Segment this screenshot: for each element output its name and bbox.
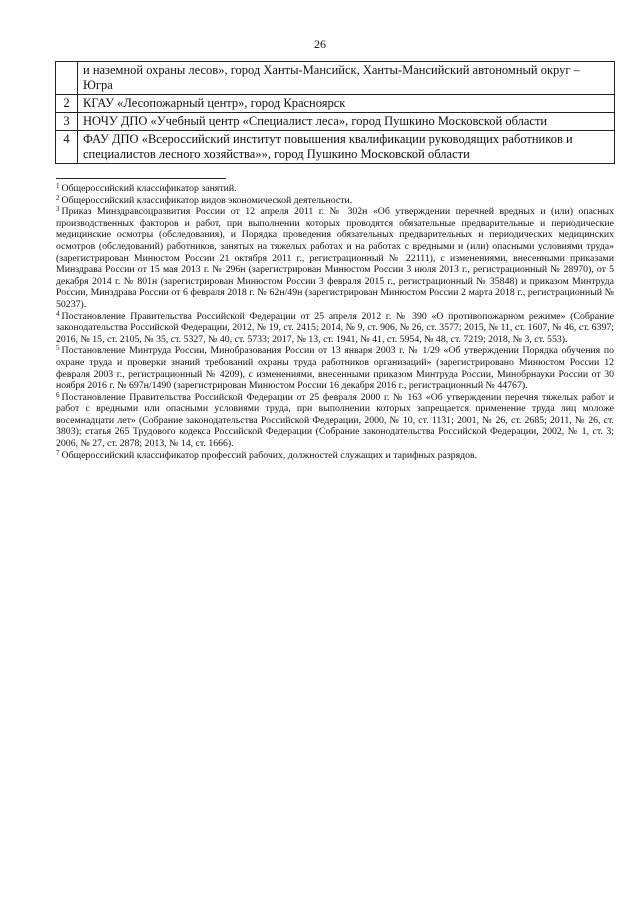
footnote-text: Общероссийский классификатор занятий.	[61, 183, 237, 194]
footnote-mark: 3	[56, 205, 60, 214]
row-number: 4	[56, 131, 78, 164]
row-number	[56, 62, 78, 95]
footnote-text: Постановление Правительства Российской Федерации от 25 февраля 2000 г. № 163 «Об утверждении перечня тяжелых работ и работ с вредными или опасными условиями труда, при выполнении которых запрещается применение труда лиц моложе восемнадцати лет» (Собрание законодательства Российской Федерации, 2000, № 10, ст. 1131; 2001, № 26, ст. 2685; 2011, № 26, ст. 3803); статья 265 Трудового кодекса Российской Федерации (Собрание законодательства Российской Федерации, 2002, № 1, ст. 3; 2006, № 27, ст. 2878; 2013, № 14, ст. 1666).	[56, 391, 614, 450]
footnote	[56, 183, 614, 195]
footnote-mark: 5	[56, 344, 60, 353]
footnotes	[56, 183, 614, 461]
footnote-text: Общероссийский классификатор видов экономической деятельности.	[61, 194, 353, 206]
footnote-mark: 2	[56, 193, 60, 202]
table-row	[56, 95, 615, 113]
footnote-divider	[56, 178, 226, 179]
organization-name: и наземной охраны лесов», город Ханты-Мансийск, Ханты-Мансийский автономный округ – Югра	[78, 62, 615, 95]
footnote	[56, 450, 614, 462]
footnote-mark: 7	[56, 448, 60, 457]
row-number: 2	[56, 95, 78, 113]
row-number: 3	[56, 113, 78, 131]
footnote-text: Общероссийский классификатор профессий рабочих, должностей служащих и тарифных разрядов.	[61, 449, 478, 461]
organization-name: НОЧУ ДПО «Учебный центр «Специалист леса», город Пушкино Московской области	[78, 113, 615, 131]
table-row	[56, 62, 615, 95]
footnote-text: Приказ Минздравсоцразвития России от 12 апреля 2011 г. № 302н «Об утверждении перечней вредных и (или) опасных производственных факторов и работ, при выполнении которых проводятся обязательные предварительные и периодические медицинские осмотры (обследования), и Порядка проведения обязательных предварительных и периодических медицинских осмотров (обследований) работников, занятых на тяжелых работах и на работах с вредными и (или) опасными условиями труда» (зарегистрирован Минюстом России 21 октября 2011 г., регистрационный № 22111), с изменениями, внесенными приказами Минздрава России от 15 мая 2013 г. № 296н (зарегистрирован Минюстом России 3 июля 2013 г., регистрационный № 28970), от 5 декабря 2014 г. № 801н (зарегистрирован Минюстом России 3 февраля 2015 г., регистрационный № 35848) и приказом Минтруда России, Минздрава России от 6 февраля 2018 г. № 62н/49н (зарегистрирован Минюстом России 2 марта 2018 г., регистрационный № 50237).	[56, 206, 614, 310]
table-row	[56, 113, 615, 131]
page-number: 26	[314, 37, 326, 51]
footnote	[56, 311, 614, 346]
organizations-table	[55, 61, 615, 164]
footnote	[56, 345, 614, 391]
footnote-text: Постановление Правительства Российской Федерации от 25 апреля 2012 г. № 390 «О противопожарном режиме» (Собрание законодательства Российской Федерации, 2012, № 19, ст. 2415; 2014, № 9, ст. 906, № 26, ст. 3577; 2015, № 11, ст. 1607, № 46, ст. 6397; 2016, № 15, ст. 2105, № 35, ст. 5327, № 40, ст. 5733; 2017, № 13, ст. 1941, № 41, ст. 5954, № 48, ст. 7219; 2018, № 3, ст. 553).	[56, 310, 614, 345]
table-row	[56, 131, 615, 164]
footnote-mark: 1	[56, 182, 60, 190]
footnote	[56, 206, 614, 310]
organization-name: ФАУ ДПО «Всероссийский институт повышения квалификации руководящих работников и специалистов лесного хозяйства»», город Пушкино Московской области	[78, 131, 615, 164]
footnote-mark: 4	[56, 309, 60, 318]
footnote-text: Постановление Минтруда России, Минобразования России от 13 января 2003 г. № 1/29 «Об утверждении Порядка обучения по охране труда и проверки знаний требований охраны труда работников организаций» (зарегистрировано Минюстом России 12 февраля 2003 г., регистрационный № 4209), с изменениями, внесенными приказом Минтруда России, Минобрнауки России от 30 ноября 2016 г. № 697н/1490 (зарегистрирован Минюстом России 16 декабря 2016 г., регистрационный № 44767).	[56, 345, 614, 392]
footnote-mark: 6	[56, 390, 60, 399]
footnote	[56, 392, 614, 450]
organization-name: КГАУ «Лесопожарный центр», город Красноярск	[78, 95, 615, 113]
footnote	[56, 195, 614, 207]
